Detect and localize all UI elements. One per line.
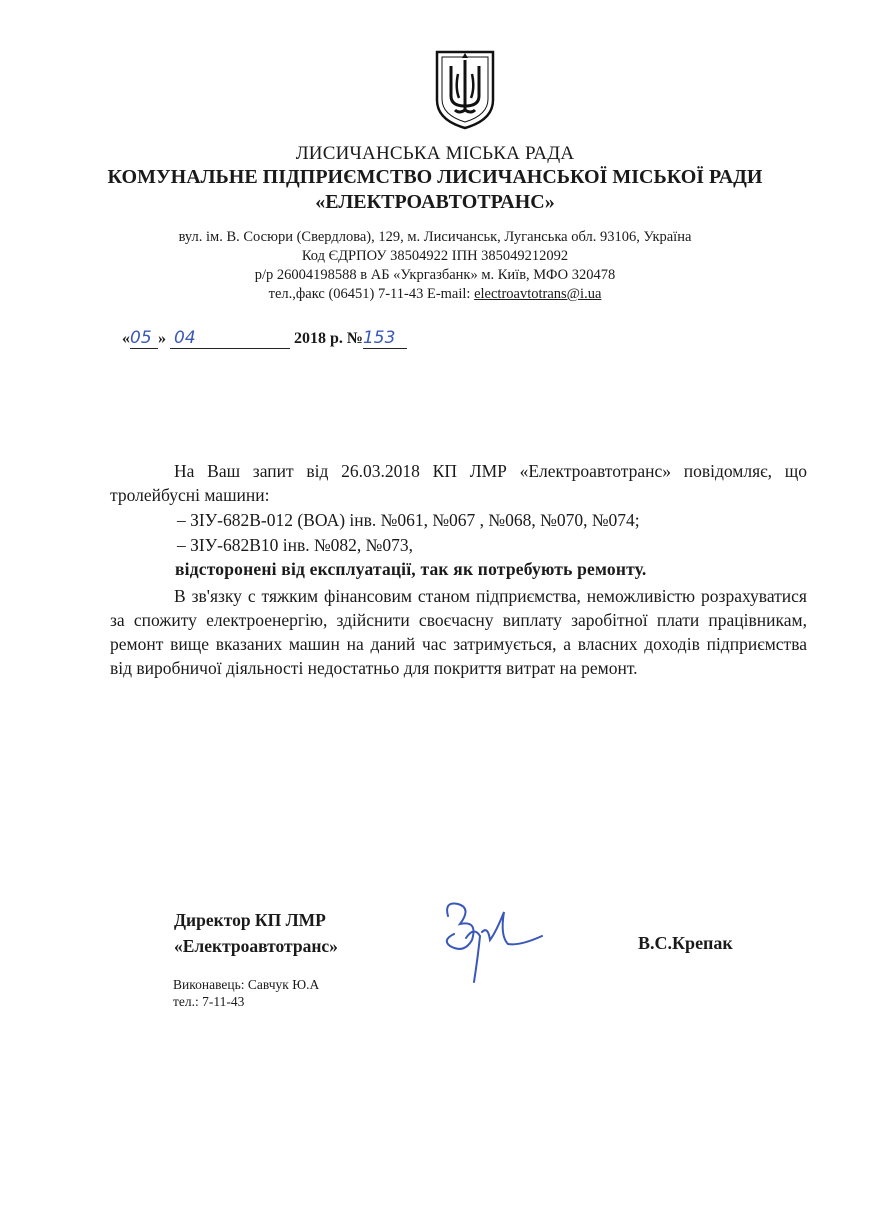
signer-name: В.С.Крепак: [638, 933, 733, 953]
address-line: вул. ім. В. Сосюри (Свердлова), 129, м. Лисичанськ, Луганська обл. 93106, Україна: [178, 229, 692, 245]
quote-open: «: [122, 330, 130, 347]
handwritten-month: 04: [174, 328, 196, 348]
council-name: ЛИСИЧАНСЬКА МІСЬКА РАДА: [295, 143, 575, 164]
body-paragraph-2: В зв'язку с тяжким фінансовим станом підприємства, неможливістю розрахуватися за спожиту електроенергію, здійснити своєчасну виплату заробітної плати працівникам, ремонт вище вказаних машин на даний час затримується, а власних доходів підприємства від виробничої діяльності недостатньо для покриття витрат на ремонт.: [110, 586, 807, 678]
conclusion-bold-line: відсторонені від експлуатації, так як потребують ремонту.: [175, 559, 647, 579]
coat-of-arms-icon: [433, 48, 497, 130]
signer-title: [174, 907, 338, 959]
executor-info: [173, 976, 319, 1010]
phone-text: тел.,факс (06451) 7-11-43 E-mail:: [268, 286, 475, 302]
codes-line: Код ЄДРПОУ 38504922 ІПН 385049212092: [301, 248, 569, 264]
list-item: – ЗІУ-682В-012 (ВОА) інв. №061, №067 , №068, №070, №074;: [177, 510, 640, 530]
handwritten-number: 153: [362, 328, 396, 348]
outgoing-number: [122, 328, 407, 349]
year-number-label: 2018 р. №: [294, 330, 363, 347]
body-paragraph-1: На Ваш запит від 26.03.2018 КП ЛМР «Електроавтотранс» повідомляє, що тролейбусні машини:: [110, 461, 807, 505]
signer-title-line2: «Електроавтотранс»: [174, 936, 338, 956]
executor-name: Виконавець: Савчук Ю.А: [173, 977, 320, 992]
email-link[interactable]: electroavtotrans@i.ua: [474, 286, 602, 302]
list-item: – ЗІУ-682В10 інв. №082, №073,: [177, 535, 413, 555]
enterprise-name-line1: КОМУНАЛЬНЕ ПІДПРИЄМСТВО ЛИСИЧАНСЬКОЇ МІСЬКОЇ РАДИ: [107, 166, 763, 188]
executor-phone: тел.: 7-11-43: [173, 994, 245, 1009]
bank-line: р/р 26004198588 в АБ «Укргазбанк» м. Київ, МФО 320478: [254, 267, 616, 283]
signer-title-line1: Директор КП ЛМР: [174, 910, 326, 930]
enterprise-name-line2: «ЕЛЕКТРОАВТОТРАНС»: [315, 191, 555, 213]
contact-line: [0, 286, 870, 303]
quote-close: »: [158, 330, 166, 347]
handwritten-signature: [438, 896, 548, 984]
handwritten-day: 05: [130, 328, 152, 348]
